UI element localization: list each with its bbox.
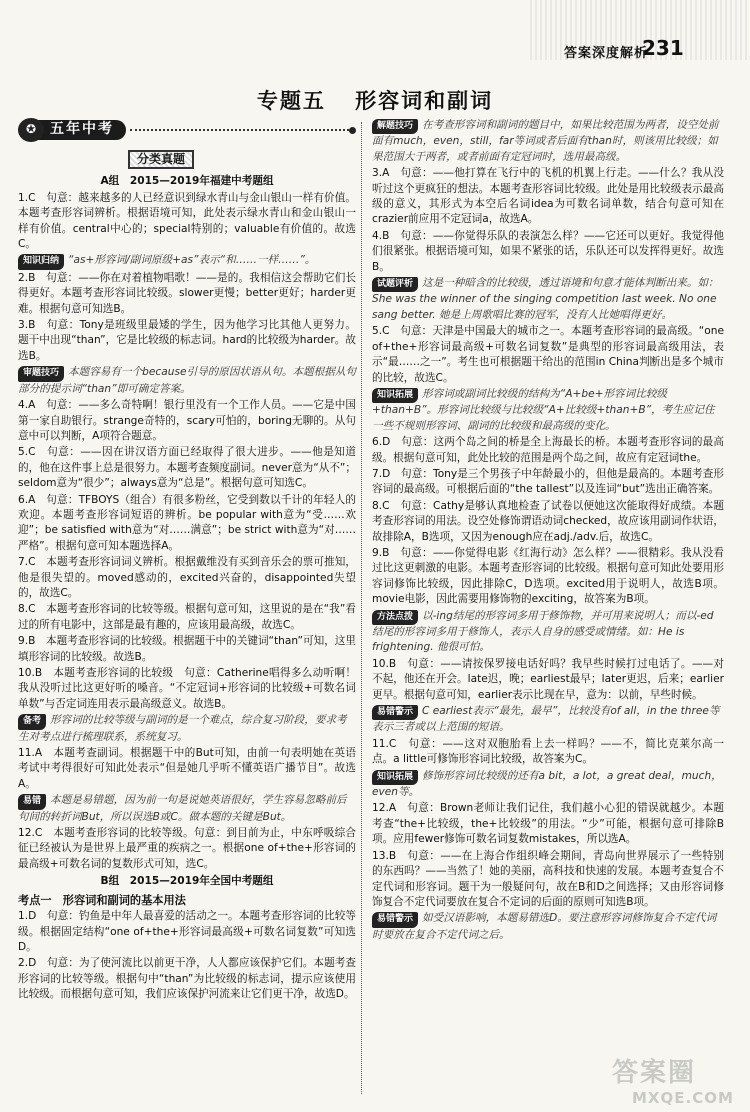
column-divider: [361, 122, 362, 1094]
banner-label: 五年中考: [38, 120, 126, 139]
answer-item: 9.B 本题考查形容词的比较级。根据题干中的关键词“than”可知，这里填形容词的比较级。故选B。: [18, 635, 356, 663]
answer-item: 1.C 句意：越来越多的人已经意识到绿水青山与金山银山一样有价值。本题考查形容词辨析。根据语境可知，此处表示绿水青山和金山银山一样有价值。central中心的；special特别的；valuable有价值的。故选C。: [18, 191, 356, 251]
tip-badge-icon: 知识拓展: [372, 770, 418, 785]
title-name: 形容词和副词: [355, 88, 494, 113]
group-a-heading: A组 2015—2019年福建中考题组: [100, 175, 274, 188]
watermark-top: 答案圈: [612, 1058, 697, 1088]
answer-item: 5.C 句意：——因在讲汉语方面已经取得了很大进步。——他是知道的，他在这件事上总是很努力。本题考查频度副词。never意为“从不”；seldom意为“很少”；always意为“总是”。根据句意可知选C。: [18, 446, 356, 490]
tip-badge-icon: 易错: [18, 794, 46, 809]
group-b-heading: B组 2015—2019年全国中考题组: [100, 875, 274, 888]
category-label: 分类真题: [128, 150, 194, 169]
tip-text: 这是一种暗含的比较级，透过语境和句意才能体判断出来。如：She was the winner of the singing competition last week. No one sang better. 她是上周歌唱比赛的冠军，没有人比她唱得更好。: [372, 277, 719, 321]
tip-badge-icon: 备考: [18, 714, 46, 729]
emblem-icon: ✪: [18, 118, 44, 142]
answer-item: 10.B 本题考查形容词的比较级 句意：Catherine唱得多么动听啊！我从没听过比这更好听的嗓音。“不定冠词+形容词的比较级+可数名词单数”与否定词连用表示最高级意义。故选B。: [18, 667, 356, 710]
answer-item: 4.B 句意：——你觉得乐队的表演怎么样？——它还可以更好。我觉得他们很紧张。根据语境可知，如果不紧张的话，乐队还可以发挥得更好。故选B。: [372, 229, 724, 273]
tip-box: [372, 276, 724, 323]
tip-text: 形容词或副词比较级的结构为“A+be+形容词比较级+than+B”。形容词比较级与比较级“A+比较级+than+B”，考生应记住一些不规则形容词、副词的比较级和最高级的变化。: [372, 387, 715, 432]
answer-item: 10.B 句意：——请按保罗接电话好吗？我早些时候打过电话了。——对不起，他还在开会。late迟，晚；earliest最早；later更迟，后来；earlier更早。根据句意可知，earlier表示比现在早，意为：以前，早些时候。: [372, 657, 724, 701]
answer-item: 1.D 句意：钓鱼是中年人最喜爱的活动之一。本题考查形容词的比较等级。根据固定结构“one of+the+形容词最高级+可数名词复数”可知选D。: [18, 910, 356, 953]
point-heading: 考点一 形容词和副词的基本用法: [18, 893, 186, 907]
answer-item: 2.B 句意：——你在对着植物唱歌！——是的。我相信这会帮助它们长得更好。本题考查形容词比较级。slower更慢；better更好；harder更难。根据句意可知选B。: [18, 271, 356, 315]
answer-item: 7.C 本题考查形容词词义辨析。根据戴维没有买到音乐会的票可推知，他是很失望的。moved感动的，excited兴奋的，disappointed失望的，故选C。: [18, 556, 356, 599]
watermark-bottom: MXQE.COM: [632, 1089, 734, 1107]
tip-badge-icon: 知识归纳: [18, 254, 64, 269]
tip-badge-icon: 试题评析: [372, 277, 418, 292]
tip-badge-icon: 知识拓展: [372, 388, 418, 403]
answer-item: 8.C 句意：Cathy是够认真地检查了试卷以便她这次能取得好成绩。本题考查形容词的用法。设空处修饰谓语动词checked，故应该用副词作状语，故排除A，B选项，又因为enough应在adj./adv.后，故选C。: [372, 499, 724, 543]
answer-item: 6.D 句意：这两个岛之间的桥是全上海最长的桥。本题考查形容词的最高级。根据句意可知，此处比较的范围是两个岛之间，故应有定冠词the。: [372, 436, 724, 464]
answer-item: 6.A 句意：TFBOYS（组合）有很多粉丝，它受到数以千计的年轻人的欢迎。本题考查形容词短语的辨析。be popular with意为“受……欢迎”；be satisfied with意为“对……满意”；be strict with意为“对……严格”。根据句意可知本题选择A。: [18, 493, 356, 552]
banner-end-dot: [349, 127, 356, 134]
tip-text: 如受汉语影响，本题易错选D。要注意形容词修饰复合不定代词时要放在复合不定代词之后。: [372, 912, 717, 941]
left-column: [18, 118, 356, 1004]
tip-badge-icon: 解题技巧: [372, 119, 418, 134]
tip-text: 修饰形容词比较级的还有a bit，a lot，a great deal，much，even等。: [372, 769, 722, 799]
tip-box: [372, 609, 724, 656]
tip-text: 本题容易有一个because引导的原因状语从句。本题根据从句部分的提示词“than”即可确定答案。: [18, 366, 356, 395]
tip-text: 在考查形容词和副词的题目中，如果比较范围为两者，设空处前面有much，even，still，far等词或者后面有than时，则该用比较级；如果范围大于两者，或者前面有定冠词时，选用最高级。: [372, 119, 719, 163]
answer-item: 2.D 句意：为了使河流比以前更干净，人人都应该保护它们。本题考查形容词的比较等级。根据句中“than”为比较级的标志词，提示应该使用比较级。而根据句意可知，我们应该保护河流来让它们更干净，故选D。: [18, 957, 356, 1001]
tip-text: 本题是易错题，因为前一句是说她英语很好，学生容易忽略前后句间的转折词But，所以误选B或C。做本题的关键是But。: [18, 794, 347, 823]
tip-badge-icon: 方法点拨: [372, 610, 418, 625]
answer-item: 3.B 句意：Tony是班级里最矮的学生，因为他学习比其他人更努力。题干中出现“than”，它是比较级的标志词。hard的比较级为harder。故选B。: [18, 319, 356, 362]
tip-box: [18, 365, 356, 397]
right-column: [372, 118, 724, 944]
answer-item: 12.C 本题考查形容词的比较等级。句意：到目前为止，中东呼吸综合征已经被认为是世界上最严重的疾病之一。根据one of+the+形容词的最高级+可数名词的复数形式可知，选C。: [18, 827, 356, 870]
tip-text: “as+形容词/副词原级+as”表示“和……一样……”。: [68, 254, 316, 267]
tip-text: C earliest表示“最先，最早”，比较没有of all，in the three等表示三者或以上范围的短语。: [372, 705, 720, 734]
tip-box: [372, 911, 724, 943]
answer-item: 13.B 句意：——在上海合作组织峰会期间，青岛向世界展示了一些特别的东西吗？——当然了！她的美丽，高科技和快速的发展。本题考查复合不定代词和形容词。题干为一般疑问句，故在B和D之间选择；又由形容词修饰复合不定代词要放在复合不定词的后面的原则可知选B项。: [372, 849, 724, 908]
tip-box: [372, 387, 724, 434]
tip-text: 以-ing结尾的形容词多用于修饰物，并可用来说明人；而以-ed结尾的形容词多用于修饰人，表示人自身的感受或情绪。如：He is frightening. 他很可怕。: [372, 609, 714, 654]
tip-box: [18, 713, 356, 745]
tip-box: [372, 704, 724, 736]
page-header: [0, 0, 750, 60]
answer-item: 11.A 本题考查副词。根据题干中的But可知，由前一句表明她在英语考试中考得很好可知此处表示“但是她几乎听不懂英语广播节目”。故选A。: [18, 747, 356, 790]
answer-item: 11.C 句意：——这对双胞胎看上去一样吗？——不，简比克莱尔高一点。a little可修饰形容词比较级，故答案为C。: [372, 737, 724, 766]
answer-item: 8.C 本题考查形容词的比较等级。根据句意可知，这里说的是在“我”看过的所有电影中，这部是最有趣的，应该用最高级，故选C。: [18, 603, 356, 631]
page-title: [0, 85, 750, 115]
answer-item: 5.C 句意：天津是中国最大的城市之一。本题考查形容词的最高级。“one of+the+形容词最高级+可数名词复数”是典型的形容词最高级用法，表示“最……之一”。考生也可根据题干给出的范围in China判断出是多个城市的比较，故选C。: [372, 325, 724, 384]
answer-item: 4.A 句意：——多么奇特啊！银行里没有一个工作人员。——它是中国第一家自助银行。strange奇特的，scary可怕的，boring无聊的。从句意中可以判断，A项符合题意。: [18, 399, 356, 442]
section-banner: [18, 118, 356, 142]
tip-badge-icon: 审题技巧: [18, 366, 64, 381]
tip-box: [18, 253, 356, 269]
answer-item: 9.B 句意：——你觉得电影《红海行动》怎么样？——很精彩。我从没看过比这更刺激的电影。本题考查形容词的比较级。根据句意可知此处要用形容词修饰比较级，因此排除C，D选项。excited用于说明人，故选B项。movie电影，因此需要用修饰物的exciting，故答案为B项。: [372, 546, 724, 606]
tip-box: [18, 793, 356, 825]
tip-text: 形容词的比较等级与副词的是一个难点，综合复习阶段，要求考生对考点进行梳理联系，系统复习。: [18, 714, 347, 743]
title-topic: 专题五: [256, 88, 326, 113]
page-number: 231: [642, 36, 684, 60]
banner-dotted-line: [130, 129, 349, 131]
answer-item: 12.A 句意：Brown老师让我们记住，我们越小心犯的错误就越少。本题考查“the+比较级，the+比较级”的用法。“少”可能，根据句意可排除B项。应用fewer修饰可数名词复数mistakes，所以选A。: [372, 802, 724, 846]
answer-item: 3.A 句意：——他打算在飞行中的飞机的机翼上行走。——什么？我从没听过这个更疯狂的想法。本题考查形容词比较级。此处是用比较级表示最高级的意义，其形式为本空后名词idea为可数名词单数，结合句意可知在crazier前应用不定冠词a，故选A。: [372, 167, 724, 226]
tip-box: [372, 769, 724, 801]
tip-box: [372, 118, 724, 165]
answer-item: 7.D 句意：Tony是三个男孩子中年龄最小的，但他是最高的。本题考查形容词的最高级。可根据后面的“the tallest”以及连词“but”选出正确答案。: [372, 467, 724, 496]
tip-badge-icon: 易错警示: [372, 705, 418, 720]
site-watermark: [612, 1052, 738, 1106]
header-label: 答案深度解析: [564, 46, 649, 61]
tip-badge-icon: 易错警示: [372, 912, 418, 927]
